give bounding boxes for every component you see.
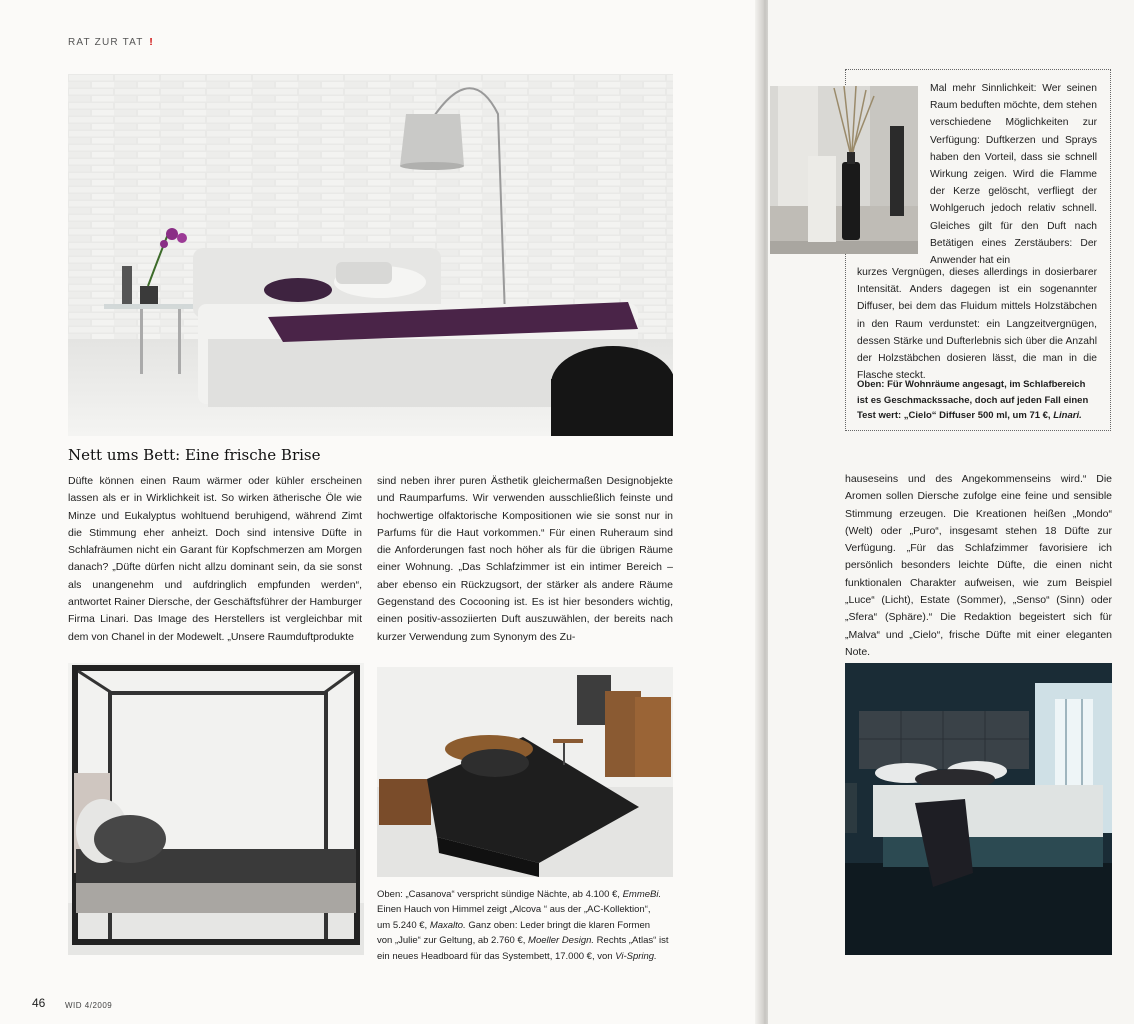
page-number: 46 <box>32 996 46 1010</box>
photo-cielo-diffuser <box>770 86 918 254</box>
sidebar-text-bottom: kurzes Vergnügen, dieses allerdings in dosierbarer Intensität. Anders dagegen ist ein sogenannter Diffuser, bei dem das Fluidum mittels Holzstäbchen in den Raum verdunstet: ein Langzeitvergnügen, dessen Stärke und Dufterlebnis sich über die Anzahl der Holzstäbchen dosieren lässt, die man in die Flasche steckt. <box>857 267 1097 382</box>
photo-caption-block <box>377 887 677 964</box>
article-column-1: Düfte können einen Raum wärmer oder kühler erscheinen lassen als er in Wirklichkeit ist. So wirken ätherische Öle wie Minze und Eukalyptus wohltuend beruhigend, während Zimt die Stimmung eher anheizt. Doch sind intensive Düfte in Schlafräumen nicht ein Garant für Kopfschmerzen am Morgen danach? „Düfte dürfen nicht allzu dominant sein, da sie sonst als unangenehm und aufdringlich empfunden werden“, antwortet Rainer Diersche, der Geschäftsführer der Hamburger Firma Linari. Das Image des Herstellers ist vergleichbar mit dem von Chanel in der Modewelt. „Unsere Raumduftprodukte <box>68 475 362 643</box>
caption-line-5 <box>377 949 677 964</box>
magazine-issue: WID 4/2009 <box>65 1001 113 1010</box>
caption-text: von „Julie“ zur Geltung, ab 2.760 €, <box>377 935 529 947</box>
caption-text: Ganz oben: Leder bringt die klaren Formen <box>465 919 651 931</box>
article-column-2: sind neben ihrer puren Ästhetik gleichermaßen Designobjekte und Raumparfums. Wir verwenden ausschließlich feinste und hochwertige olfaktorische Kompositionen wie sie sonst nur in Parfums für die Haut vorkommen.“ Für einen Ruheraum sind die Anforderungen fast noch höher als für die übrigen Räume einer Wohnung. „Das Schlafzimmer ist ein intimer Bereich – aber ebenso ein Rückzugsort, der stärker als andere Räume Gegenstand des Cocooning ist. Es ist hier besonders wichtig, einen positiv-assoziierten Duft auszuwählen, der bereits nach kurzer Verwendung zum Synonym des Zu- <box>377 475 673 643</box>
photo-julie-bed <box>68 74 673 436</box>
casanova-bed-illustration <box>377 667 673 877</box>
sidebar-text-top: Mal mehr Sinnlichkeit: Wer seinen Raum beduften möchte, dem stehen verschiedene Möglichkeiten zur Verfügung: Duftkerzen und Sprays haben den Vorteil, dass sie schnell Wirkung zeigen. Wird die Flamme der Kerze gelöscht, verfliegt der Wohlgeruch jedoch relativ schnell. Gleiches gilt für den Duft nach Betätigen eines Zerstäubers: Der Anwender hat ein <box>930 83 1097 267</box>
sidebar-caption-text: Oben: Für Wohnräume angesagt, im Schlafbereich ist es Geschmackssache, doch auf jeden Fall einen Test wert: „Cielo“ Diffuser 500 ml, um 71 €, <box>857 379 1089 421</box>
diffuser-illustration <box>770 86 918 254</box>
photo-casanova-bed <box>377 667 673 877</box>
photo-atlas-headboard <box>845 663 1112 955</box>
atlas-bedroom-illustration <box>845 663 1112 955</box>
caption-line-2: Einen Hauch von Himmel zeigt „Alcova “ aus der „AC-Kollektion“, <box>377 904 651 916</box>
caption-line-4 <box>377 933 677 948</box>
caption-line-1 <box>377 887 677 902</box>
photo-alcova-bed <box>68 663 364 955</box>
kicker-mark: ! <box>149 37 154 48</box>
julie-bed-illustration <box>68 74 673 436</box>
kicker-text: RAT ZUR TAT <box>68 37 144 48</box>
caption-brand-moeller: Moeller Design. <box>528 935 595 947</box>
sidebar-caption <box>857 377 1097 424</box>
sidebar-caption-brand: Linari. <box>1053 410 1082 421</box>
caption-brand-vispring: Vi-Spring. <box>615 950 657 962</box>
article-headline: Nett ums Bett: Eine frische Brise <box>68 446 321 464</box>
caption-text: ein neues Headboard für das Systembett, 17.000 €, von <box>377 950 616 962</box>
caption-line-3 <box>377 918 677 933</box>
caption-text: um 5.240 €, <box>377 919 430 931</box>
caption-text: Oben: „Casanova“ verspricht sündige Nächte, ab 4.100 €, <box>377 889 623 900</box>
caption-brand-maxalto: Maxalto. <box>429 919 466 931</box>
caption-text: Rechts „Atlas“ ist <box>594 935 669 947</box>
section-kicker <box>68 37 154 48</box>
article-column-3: hauseseins und des Angekommenseins wird.“ Die Aromen sollen Diersche zufolge eine feine und sensible Stimmung erzeugen. Die Kreationen heißen „Mondo“ (Welt) oder „Puro“, insgesamt stehen 18 Düfte zur Verfügung. „Für das Schlafzimmer favorisiere ich persönlich besonders leichte Düfte, die einen nicht funktionalen Charakter aufweisen, wie zum Beispiel „Luce“ (Licht), Estate (Sommer), „Senso“ (Sinn) oder „Sfera“ (Sphäre).“ Die Redaktion begeistert sich für „Malva“ und „Cielo“, frische Düfte mit einer eleganten Note. <box>845 473 1112 658</box>
caption-brand-emmebi: EmmeBi. <box>622 889 662 900</box>
alcova-bed-illustration <box>68 663 364 955</box>
